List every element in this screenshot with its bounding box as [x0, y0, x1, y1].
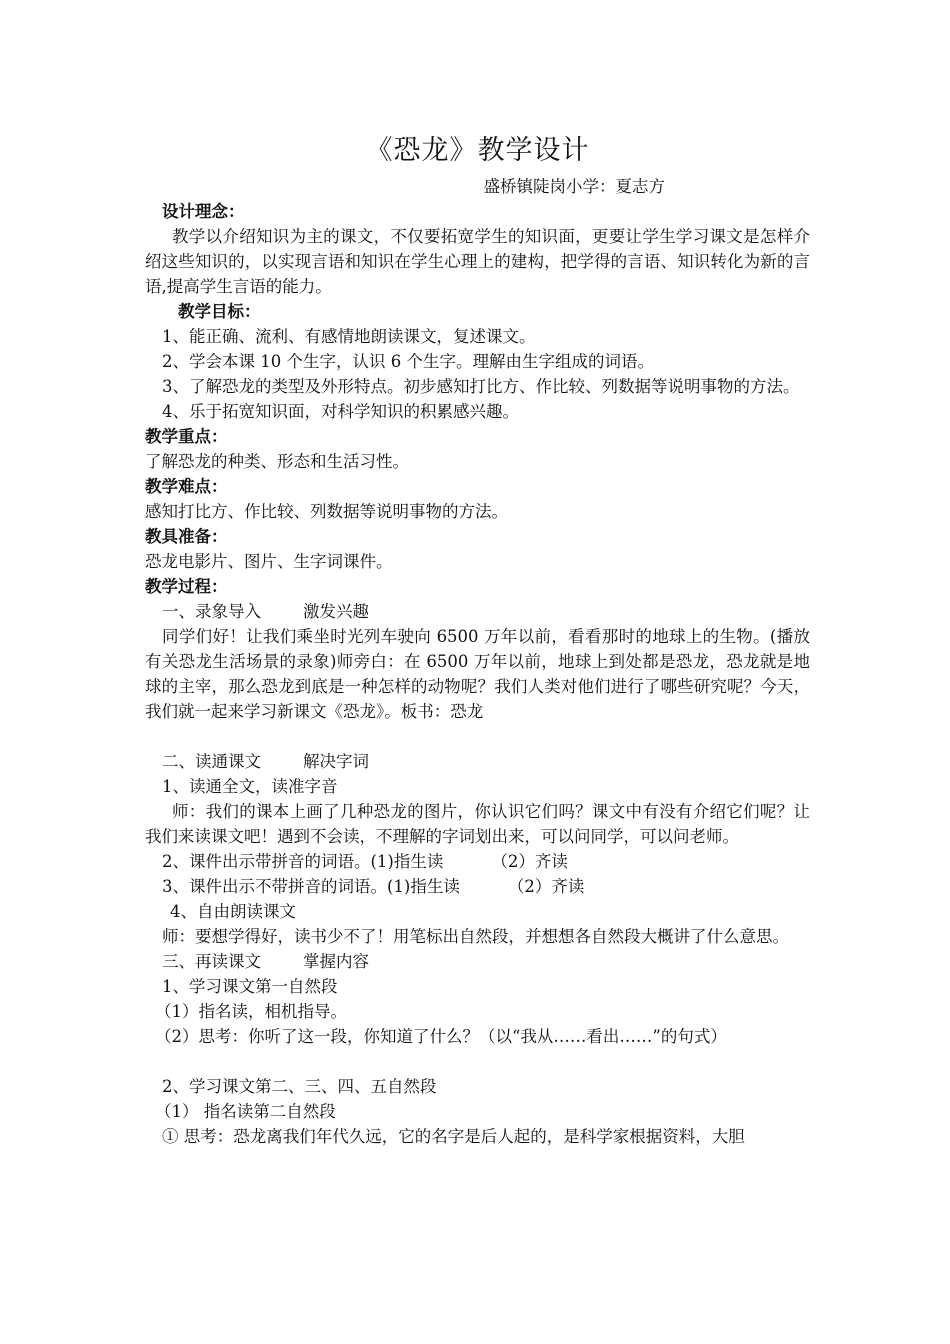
- section-1-title-b: 激发兴趣: [303, 602, 369, 621]
- design-concept-heading: 设计理念：: [162, 202, 245, 221]
- section-3-item-1-b: （2）思考：你听了这一段，你知道了什么？（以“我从……看出……”的句式）: [155, 1027, 727, 1046]
- goal-item: 1、能正确、流利、有感情地朗读课文，复述课文。: [162, 327, 536, 346]
- section-2-item-3-a: 3、课件出示不带拼音的词语。(1)指生读: [162, 877, 460, 896]
- section-2-item-3-b: （2）齐读: [507, 877, 585, 896]
- section-2-title-b: 解决字词: [303, 752, 369, 771]
- section-2-item-4: 4、自由朗读课文: [170, 902, 296, 921]
- preparation-heading: 教具准备：: [145, 527, 228, 546]
- goals-heading: 教学目标：: [178, 302, 261, 321]
- section-1-title-a: 一、录象导入: [162, 602, 261, 621]
- key-point-text: 了解恐龙的种类、形态和生活习性。: [145, 452, 409, 471]
- section-2-item-2: [145, 849, 810, 874]
- section-1-text: 同学们好！让我们乘坐时光列车驶向 6500 万年以前，看看那时的地球上的生物。(播放有关恐龙生活场景的录象)师旁白：在 6500 万年以前，地球上到处都是恐龙，恐龙就是地球的主宰，那么恐龙到底是一种怎样的动物呢？我们人类对他们进行了哪些研究呢？今天，我们就一起来学习新课文《恐龙》。板书：恐龙: [145, 627, 810, 721]
- document-page: [145, 132, 810, 1149]
- section-3-title: [145, 949, 810, 974]
- key-point-heading: 教学重点：: [145, 427, 228, 446]
- difficulty-heading: 教学难点：: [145, 477, 228, 496]
- section-2-item-2-b: （2）齐读: [491, 852, 568, 871]
- section-3-item-2-a: （1） 指名读第二自然段: [155, 1102, 336, 1121]
- section-3-item-1-a: （1）指名读，相机指导。: [155, 1002, 347, 1021]
- section-2-item-4-text: 师：要想学得好，读书少不了！用笔标出自然段，并想想各自然段大概讲了什么意思。: [162, 927, 789, 946]
- preparation-text: 恐龙电影片、图片、生字词课件。: [145, 552, 393, 571]
- process-heading: 教学过程：: [145, 577, 228, 596]
- goal-item: 4、乐于拓宽知识面，对科学知识的积累感兴趣。: [162, 402, 519, 421]
- section-2-item-1: 1、读通全文，读准字音: [162, 777, 338, 796]
- section-3-item-2: 2、学习课文第二、三、四、五自然段: [162, 1077, 437, 1096]
- document-title: 《恐龙》教学设计: [365, 135, 590, 166]
- section-3-item-2-b: ① 思考：恐龙离我们年代久远，它的名字是后人起的，是科学家根据资料，大胆: [162, 1127, 745, 1146]
- design-concept-text: 教学以介绍知识为主的课文，不仅要拓宽学生的知识面，更要让学生学习课文是怎样介绍这些知识的，以实现言语和知识在学生心理上的建构，把学得的言语、知识转化为新的言语,提高学生言语的能力。: [145, 227, 810, 296]
- section-3-item-1: 1、学习课文第一自然段: [162, 977, 338, 996]
- section-3-title-a: 三、再读课文: [162, 952, 261, 971]
- goal-item: 3、了解恐龙的类型及外形特点。初步感知打比方、作比较、列数据等说明事物的方法。: [162, 377, 800, 396]
- section-2-item-1-text: 师：我们的课本上画了几种恐龙的图片，你认识它们吗？课文中有没有介绍它们呢？让我们来读课文吧！遇到不会读，不理解的字词划出来，可以问同学，可以问老师。: [145, 802, 810, 846]
- section-2-title: [145, 749, 810, 774]
- blank-line: [145, 1049, 810, 1074]
- author-line: 盛桥镇陡岗小学：夏志方: [483, 177, 665, 196]
- section-2-title-a: 二、读通课文: [162, 752, 261, 771]
- section-1-title: [145, 599, 810, 624]
- blank-line: [145, 724, 810, 749]
- goal-item: 2、学会本课 10 个生字，认识 6 个生字。理解由生字组成的词语。: [162, 352, 654, 371]
- section-3-title-b: 掌握内容: [303, 952, 369, 971]
- section-2-item-2-a: 2、课件出示带拼音的词语。(1)指生读: [162, 852, 444, 871]
- section-2-item-3: [145, 874, 810, 899]
- difficulty-text: 感知打比方、作比较、列数据等说明事物的方法。: [145, 502, 508, 521]
